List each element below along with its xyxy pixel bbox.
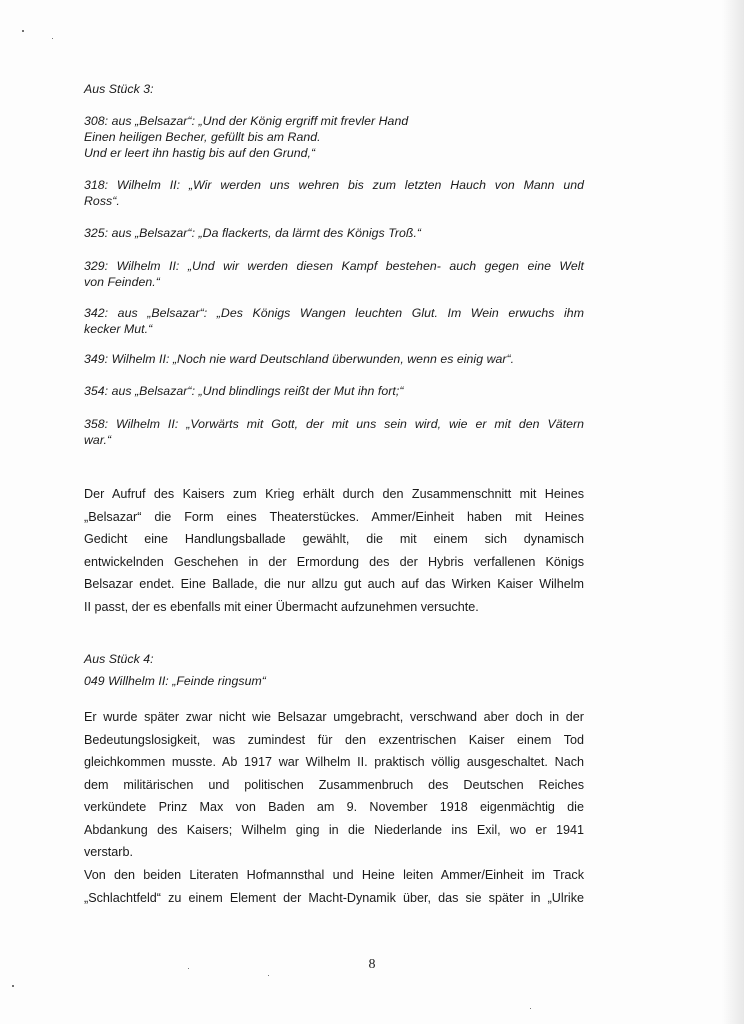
- paragraph-line: dem militärischen und politischen Zusammenbruch des Deutschen Reiches: [84, 777, 584, 792]
- paragraph-line: Bedeutungslosigkeit, was zumindest für den exzentrischen Kaiser einem Tod: [84, 732, 584, 747]
- paragraph-line: verkündete Prinz Max von Baden am 9. November 1918 eigenmächtig die: [84, 800, 584, 814]
- quote-329: [84, 258, 584, 290]
- quote-342: [84, 305, 584, 337]
- quote-line: war.“: [84, 433, 112, 447]
- body-paragraph-2: [84, 706, 584, 864]
- page-number: 8: [368, 957, 376, 972]
- scan-speck: [22, 30, 24, 32]
- paragraph-line: Er wurde später zwar nicht wie Belsazar umgebracht, verschwand aber doch in der: [84, 710, 584, 724]
- section-4-heading: Aus Stück 4: 049 Willhelm II: „Feinde ringsum“: [84, 648, 584, 692]
- quote-line: 325: aus „Belsazar“: „Da flackerts, da lärmt des Königs Troß.“: [84, 226, 422, 240]
- section-3-heading: Aus Stück 3:: [84, 82, 154, 96]
- paragraph-line: „Belsazar“ die Form eines Theaterstückes. Ammer/Einheit haben mit Heines: [84, 509, 584, 524]
- quote-line: Und er leert ihn hastig bis auf den Grund,“: [84, 146, 316, 160]
- quote-line: 318: Wilhelm II: „Wir werden uns wehren bis zum letzten Hauch von Mann und: [84, 178, 584, 192]
- scan-speck: [268, 975, 269, 976]
- quote-line: 342: aus „Belsazar“: „Des Königs Wangen leuchten Glut. Im Wein erwuchs ihm: [84, 306, 584, 320]
- quote-line: 308: aus „Belsazar“: „Und der König ergriff mit frevler Hand: [84, 114, 409, 128]
- quote-308: [84, 113, 584, 161]
- quote-318: [84, 177, 584, 209]
- quote-349: [84, 351, 584, 367]
- paragraph-line: Gedicht eine Handlungsballade gewählt, die mit einem sich dynamisch: [84, 532, 584, 546]
- paragraph-line: verstarb.: [84, 845, 133, 859]
- body-paragraph-1: [84, 483, 584, 618]
- quote-line: 349: Wilhelm II: „Noch nie ward Deutschland überwunden, wenn es einig war“.: [84, 352, 515, 366]
- paragraph-line: gleichkommen musste. Ab 1917 war Wilhelm II. praktisch völlig ausgeschaltet. Nach: [84, 755, 584, 769]
- paragraph-line: II passt, der es ebenfalls mit einer Übermacht aufzunehmen versuchte.: [84, 599, 479, 614]
- quote-line: Ross“.: [84, 194, 120, 208]
- quote-line: 329: Wilhelm II: „Und wir werden diesen Kampf bestehen- auch gegen eine Welt: [84, 259, 584, 273]
- quote-325: [84, 225, 584, 241]
- quote-line: kecker Mut.“: [84, 322, 153, 336]
- paragraph-line: Der Aufruf des Kaisers zum Krieg erhält durch den Zusammenschnitt mit Heines: [84, 487, 584, 501]
- quote-354: [84, 383, 584, 399]
- quote-049: 049 Willhelm II: „Feinde ringsum“: [84, 674, 266, 688]
- scan-speck: [530, 1008, 531, 1009]
- paragraph-line: Belsazar endet. Eine Ballade, die nur allzu gut auch auf das Wirken Kaiser Wilhelm: [84, 577, 584, 591]
- quote-line: von Feinden.“: [84, 275, 160, 289]
- body-paragraph-3: [84, 864, 584, 909]
- quote-line: 354: aus „Belsazar“: „Und blindlings reißt der Mut ihn fort;“: [84, 384, 404, 398]
- paragraph-line: Von den beiden Literaten Hofmannsthal und Heine leiten Ammer/Einheit im Track: [84, 868, 584, 882]
- scan-speck: [52, 38, 53, 39]
- quote-line: Einen heiligen Becher, gefüllt bis am Rand.: [84, 130, 321, 144]
- paragraph-line: „Schlachtfeld“ zu einem Element der Macht-Dynamik über, das sie später in „Ulrike: [84, 890, 584, 905]
- paragraph-line: entwickelnden Geschehen in der Ermordung des der Hybris verfallenen Königs: [84, 554, 584, 569]
- quote-358: [84, 416, 584, 448]
- scan-speck: [12, 985, 14, 987]
- quote-line: 358: Wilhelm II: „Vorwärts mit Gott, der mit uns sein wird, wie er mit den Vätern: [84, 417, 584, 431]
- page-edge-shadow: [722, 0, 744, 1024]
- paragraph-line: Abdankung des Kaisers; Wilhelm ging in die Niederlande ins Exil, wo er 1941: [84, 822, 584, 837]
